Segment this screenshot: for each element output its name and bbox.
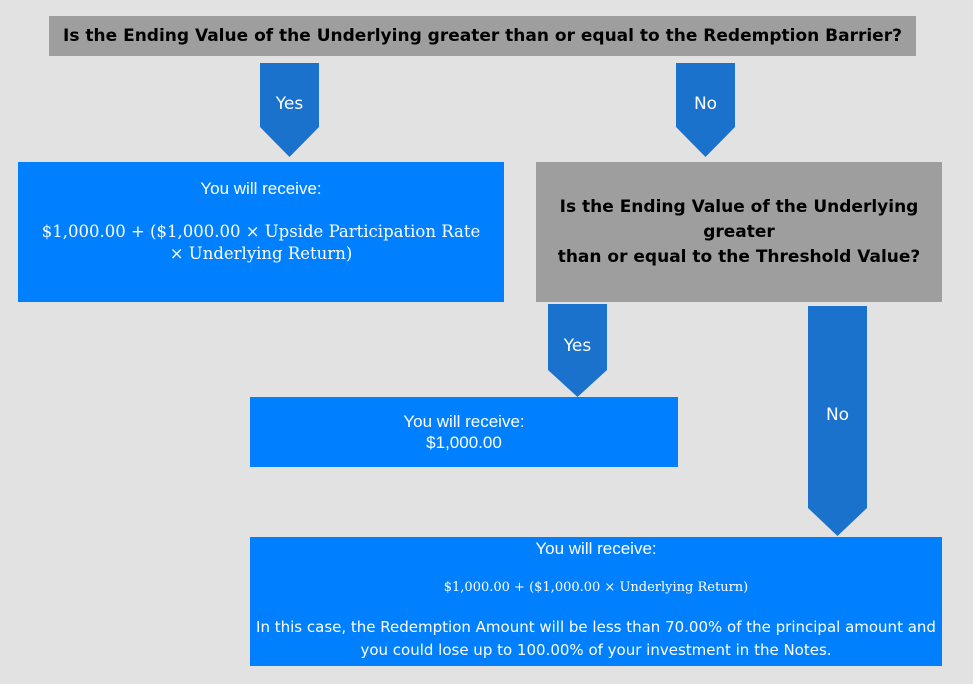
upside-heading: You will receive: xyxy=(200,179,322,198)
top-question-box xyxy=(49,16,916,56)
no-arrow-1-label: No xyxy=(693,94,718,114)
upside-formula-line1: $1,000.00 + ($1,000.00 × Upside Participation Rate xyxy=(41,222,481,241)
yes-arrow-1 xyxy=(260,63,319,157)
loss-formula: $1,000.00 + ($1,000.00 × Underlying Return) xyxy=(443,580,749,595)
yes-arrow-2 xyxy=(548,304,607,397)
threshold-question-line1: Is the Ending Value of the Underlying greater xyxy=(559,196,919,242)
loss-heading: You will receive: xyxy=(535,539,657,558)
yes-arrow-1-label: Yes xyxy=(275,94,304,114)
par-heading: You will receive: xyxy=(403,412,525,431)
no-arrow-2-label: No xyxy=(825,405,850,425)
threshold-question-box xyxy=(536,162,942,302)
upside-result-box xyxy=(18,162,504,302)
threshold-question-line2: than or equal to the Threshold Value? xyxy=(557,246,921,267)
upside-formula-line2: × Underlying Return) xyxy=(169,244,353,263)
par-amount: $1,000.00 xyxy=(426,433,502,452)
no-arrow-1 xyxy=(676,63,735,157)
loss-note-line1: In this case, the Redemption Amount will be less than 70.00% of the principal amount and xyxy=(256,618,936,636)
no-arrow-2 xyxy=(808,306,867,536)
loss-result-box xyxy=(250,537,942,666)
loss-note-line2: you could lose up to 100.00% of your investment in the Notes. xyxy=(360,641,832,659)
yes-arrow-2-label: Yes xyxy=(563,336,592,356)
par-result-box xyxy=(250,397,678,467)
top-question-text: Is the Ending Value of the Underlying greater than or equal to the Redemption Barrier? xyxy=(63,26,902,46)
